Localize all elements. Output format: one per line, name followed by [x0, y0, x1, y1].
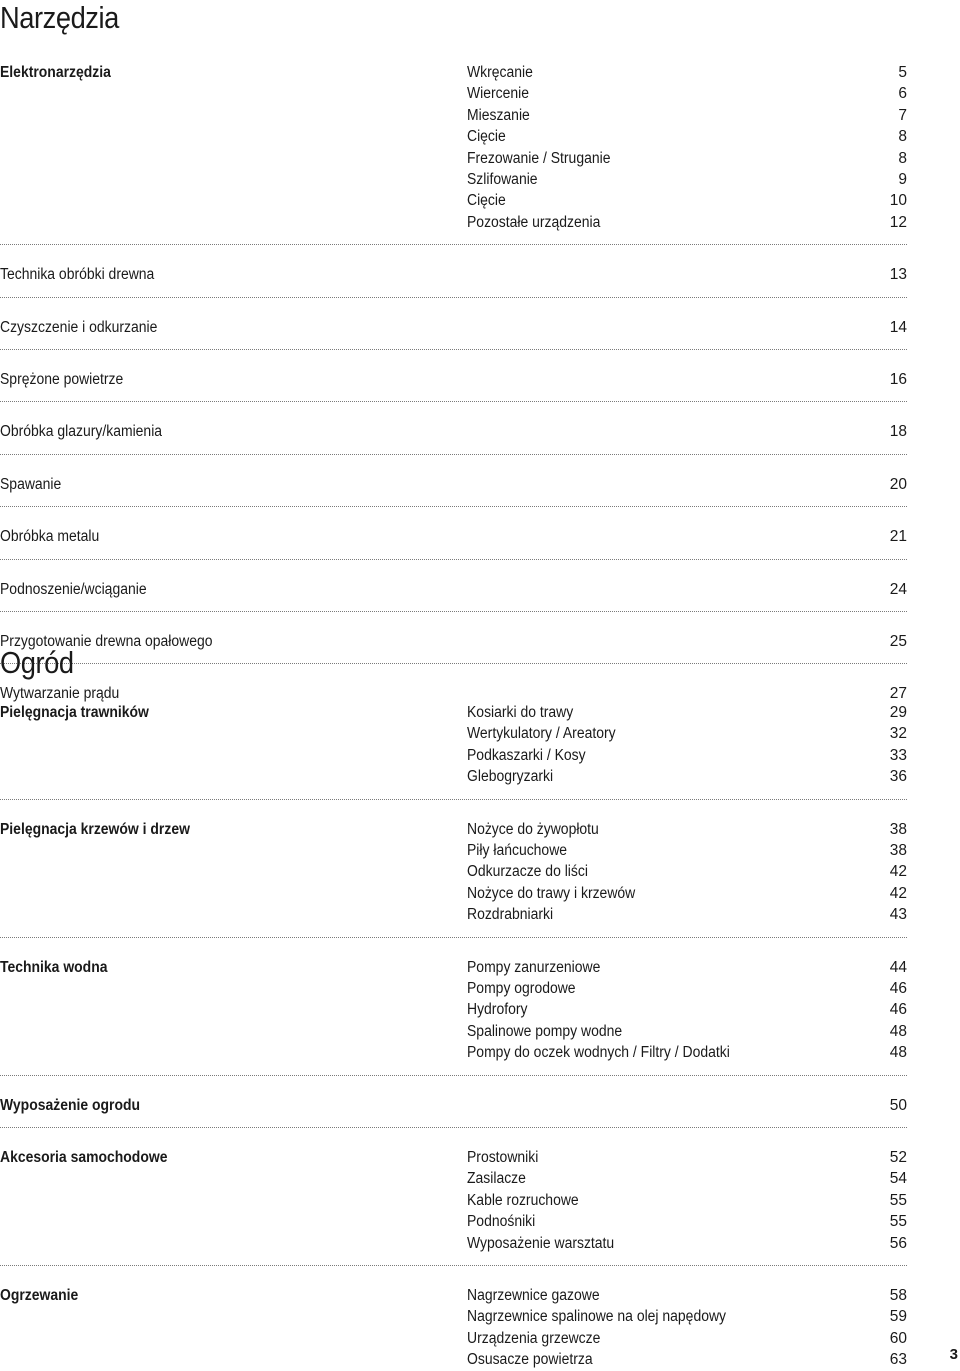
toc-subitem-label: Urządzenia grzewcze — [467, 1329, 601, 1347]
toc-subitem — [467, 999, 907, 1020]
toc-category-label: Czyszczenie i odkurzanie — [0, 318, 158, 336]
toc-subitem-page-number: 48 — [889, 1022, 907, 1040]
toc-subitem-label: Zasilacze — [467, 1170, 526, 1188]
toc-subitem-label: Rozdrabniarki — [467, 906, 554, 924]
toc-subitem-page-number: 32 — [889, 725, 907, 743]
toc-page-number: 13 — [889, 266, 907, 284]
toc-subitem-label: Wkręcanie — [467, 64, 533, 81]
toc-subitem-page-number: 10 — [889, 192, 907, 210]
toc-subitem-label: Wiercenie — [467, 85, 530, 103]
toc-subitem-label: Cięcie — [467, 128, 506, 146]
dotted-separator — [0, 937, 907, 938]
toc-category-label: Pielęgnacja trawników — [0, 704, 149, 721]
toc-subitem-page-number: 12 — [889, 213, 907, 231]
toc-subitem-label: Nożyce do trawy i krzewów — [467, 884, 636, 902]
dotted-separator — [0, 663, 907, 664]
toc-subitem-label: Szlifowanie — [467, 170, 538, 188]
toc-category-label: Technika obróbki drewna — [0, 266, 155, 284]
toc-subitem — [467, 83, 907, 104]
toc-subitem-list — [467, 1285, 907, 1371]
toc-entry — [0, 421, 907, 442]
toc-subitem-label: Kosiarki do trawy — [467, 704, 574, 721]
dotted-separator — [0, 244, 907, 245]
toc-subitem-label: Cięcie — [467, 192, 506, 210]
toc-category-label: Spawanie — [0, 475, 62, 493]
toc-page-number: 50 — [889, 1096, 907, 1114]
toc-subitem — [467, 148, 907, 169]
toc-entry — [0, 369, 907, 390]
toc-subitem-page-number: 42 — [889, 884, 907, 902]
toc-page-number: 18 — [889, 423, 907, 441]
toc-subitem-label: Podnośniki — [467, 1213, 536, 1231]
toc-subitem-label: Pozostałe urządzenia — [467, 213, 601, 231]
toc-subitem — [467, 904, 907, 925]
toc-subitem — [467, 1349, 907, 1370]
toc-subitem-page-number: 56 — [889, 1234, 907, 1252]
toc-subitem-page-number: 58 — [889, 1287, 907, 1304]
toc-subitem-page-number: 59 — [889, 1308, 907, 1326]
toc-subitem-label: Wertykulatory / Areatory — [467, 725, 616, 743]
toc-subitem — [467, 978, 907, 999]
toc-page-number: 16 — [889, 371, 907, 388]
toc-subitem-page-number: 6 — [898, 85, 907, 103]
toc-subitem-page-number: 55 — [889, 1191, 907, 1209]
toc-subitem — [467, 766, 907, 787]
toc-subitem — [467, 1042, 907, 1063]
toc-subitem — [467, 1233, 907, 1254]
toc-subitem-page-number: 36 — [889, 768, 907, 786]
toc-entry — [0, 264, 907, 285]
toc-subitem — [467, 883, 907, 904]
toc-subitem-label: Prostowniki — [467, 1149, 539, 1166]
toc-subitem-page-number: 5 — [898, 64, 907, 81]
toc-subitem-label: Pompy do oczek wodnych / Filtry / Dodatki — [467, 1044, 730, 1062]
toc-subitem-page-number: 44 — [889, 958, 907, 976]
toc-subitem — [467, 1211, 907, 1232]
toc-subitem-label: Hydrofory — [467, 1001, 528, 1019]
dotted-separator — [0, 506, 907, 507]
toc-subitem — [467, 745, 907, 766]
toc-entry — [0, 1095, 907, 1116]
toc-subitem — [467, 1147, 907, 1168]
toc-subitem-list — [467, 957, 907, 1064]
toc-subitem — [467, 819, 907, 840]
toc-subitem-label: Pompy zanurzeniowe — [467, 958, 601, 976]
toc-subitem-page-number: 29 — [889, 704, 907, 721]
toc-page-number: 27 — [889, 685, 907, 703]
toc-subitem-page-number: 42 — [889, 863, 907, 881]
toc-entry — [0, 702, 907, 788]
toc-subitem — [467, 1168, 907, 1189]
dotted-separator — [0, 1265, 907, 1266]
toc-entry — [0, 474, 907, 495]
toc-subitem-label: Piły łańcuchowe — [467, 841, 568, 859]
toc-subitem-list — [467, 819, 907, 926]
toc-subitem-label: Odkurzacze do liści — [467, 863, 588, 881]
toc-category-label: Wyposażenie ogrodu — [0, 1096, 141, 1114]
toc-category-label: Akcesoria samochodowe — [0, 1149, 168, 1166]
toc-subitem-page-number: 38 — [889, 820, 907, 838]
section-title: Ogród — [0, 645, 74, 680]
dotted-separator — [0, 297, 907, 298]
toc-category-label: Pielęgnacja krzewów i drzew — [0, 820, 190, 838]
toc-subitem-label: Frezowanie / Struganie — [467, 149, 611, 167]
toc-page-number: 24 — [889, 580, 907, 598]
toc-subitem — [467, 1190, 907, 1211]
toc-subitem — [467, 840, 907, 861]
dotted-separator — [0, 454, 907, 455]
toc-entry — [0, 631, 907, 652]
toc-page-number: 25 — [889, 633, 907, 650]
toc-subitem-label: Pompy ogrodowe — [467, 979, 576, 997]
toc-subitem-list — [467, 1147, 907, 1254]
toc-subitem-page-number: 46 — [889, 979, 907, 997]
toc-page-number: 14 — [889, 318, 907, 336]
toc-subitem — [467, 169, 907, 190]
dotted-separator — [0, 611, 907, 612]
toc-category-label: Wytwarzanie prądu — [0, 685, 120, 703]
toc-entry — [0, 317, 907, 338]
toc-subitem-label: Nagrzewnice gazowe — [467, 1287, 600, 1304]
toc-subitem-page-number: 8 — [898, 149, 907, 167]
toc-subitem-page-number: 8 — [898, 128, 907, 146]
section-title: Narzędzia — [0, 0, 119, 35]
toc-subitem-page-number: 33 — [889, 746, 907, 764]
dotted-separator — [0, 401, 907, 402]
toc-category-label: Technika wodna — [0, 958, 108, 976]
toc-subitem-label: Podkaszarki / Kosy — [467, 746, 586, 764]
toc-category-label: Obróbka metalu — [0, 528, 100, 546]
toc-subitem-label: Nożyce do żywopłotu — [467, 820, 599, 838]
toc-subitem — [467, 1328, 907, 1349]
toc-subitem-page-number: 46 — [889, 1001, 907, 1019]
toc-subitem — [467, 105, 907, 126]
toc-subitem-page-number: 43 — [889, 906, 907, 924]
toc-subitem — [467, 702, 907, 723]
toc-category-label: Ogrzewanie — [0, 1287, 79, 1304]
toc-category-label: Sprężone powietrze — [0, 371, 124, 388]
page-number: 3 — [949, 1346, 958, 1363]
toc-subitem — [467, 212, 907, 233]
toc-subitem — [467, 190, 907, 211]
dotted-separator — [0, 1075, 907, 1076]
toc-subitem — [467, 723, 907, 744]
toc-subitem-label: Kable rozruchowe — [467, 1191, 579, 1209]
toc-subitem-label: Osusacze powietrza — [467, 1351, 593, 1369]
toc-page-number: 21 — [889, 528, 907, 546]
toc-subitem-page-number: 63 — [889, 1351, 907, 1369]
toc-subitem — [467, 126, 907, 147]
dotted-separator — [0, 799, 907, 800]
toc-subitem — [467, 62, 907, 83]
toc-entry — [0, 957, 907, 1064]
toc-subitem-page-number: 38 — [889, 841, 907, 859]
toc-category-label: Przygotowanie drewna opałowego — [0, 633, 213, 650]
toc-subitem-label: Mieszanie — [467, 106, 530, 124]
toc-subitem-page-number: 48 — [889, 1044, 907, 1062]
toc-subitem — [467, 957, 907, 978]
toc-category-label: Elektronarzędzia — [0, 64, 111, 81]
toc-subitem-label: Nagrzewnice spalinowe na olej napędowy — [467, 1308, 727, 1326]
toc-subitem — [467, 1306, 907, 1327]
toc-subitem — [467, 861, 907, 882]
toc-page-number: 20 — [889, 475, 907, 493]
toc-entry — [0, 579, 907, 600]
toc-entry — [0, 526, 907, 547]
toc-subitem-page-number: 7 — [898, 106, 907, 124]
toc-entry — [0, 819, 907, 926]
toc-subitem-label: Glebogryzarki — [467, 768, 554, 786]
toc-subitem-page-number: 60 — [889, 1329, 907, 1347]
toc-subitem — [467, 1021, 907, 1042]
toc-entry — [0, 1285, 907, 1371]
toc-subitem-label: Spalinowe pompy wodne — [467, 1022, 623, 1040]
toc-subitem-page-number: 55 — [889, 1213, 907, 1231]
toc-subitem-page-number: 9 — [898, 170, 907, 188]
toc-category-label: Obróbka glazury/kamienia — [0, 423, 163, 441]
toc-subitem-list — [467, 62, 907, 233]
toc-subitem-label: Wyposażenie warsztatu — [467, 1234, 615, 1252]
dotted-separator — [0, 1127, 907, 1128]
dotted-separator — [0, 559, 907, 560]
toc-subitem-page-number: 52 — [889, 1149, 907, 1166]
toc-subitem-list — [467, 702, 907, 788]
toc-subitem-page-number: 54 — [889, 1170, 907, 1188]
toc-entry — [0, 1147, 907, 1254]
dotted-separator — [0, 349, 907, 350]
toc-entry — [0, 62, 907, 233]
toc-category-label: Podnoszenie/wciąganie — [0, 580, 147, 598]
toc-subitem — [467, 1285, 907, 1306]
